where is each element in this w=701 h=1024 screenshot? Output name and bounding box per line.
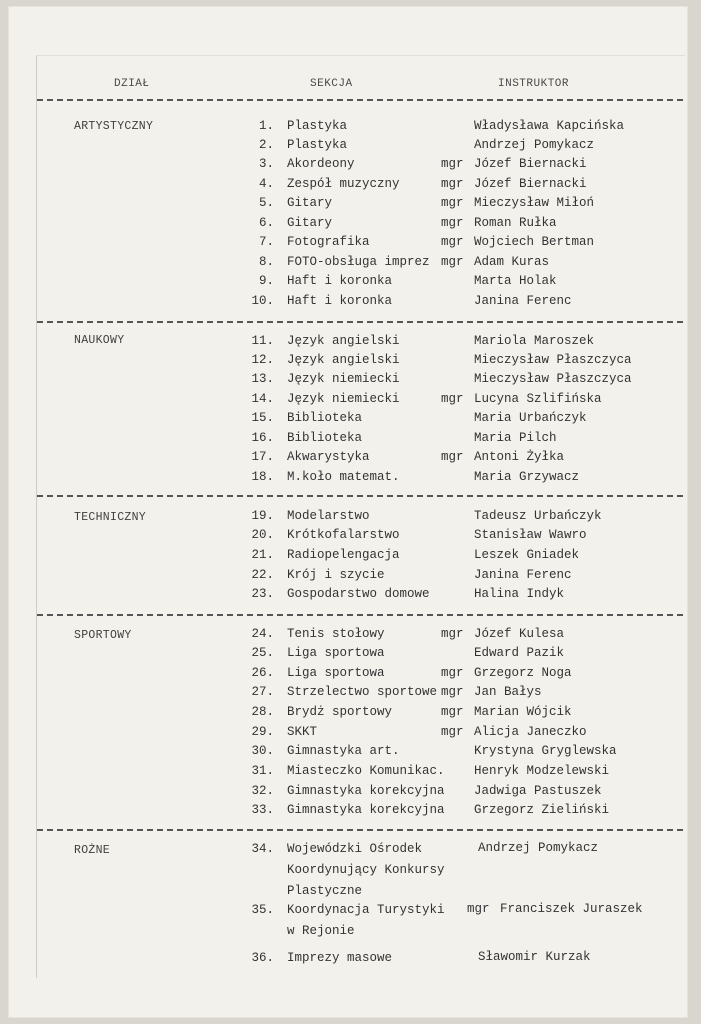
section-name: Gimnastyka korekcyjna — [287, 803, 445, 817]
instructor-name: Mariola Maroszek — [474, 334, 595, 348]
degree-prefix: mgr — [441, 666, 464, 680]
table-row — [0, 334, 701, 352]
row-number: 33. — [251, 803, 274, 817]
row-number: 19. — [251, 509, 274, 523]
section-name: Miasteczko Komunikac. — [287, 764, 445, 778]
instructor-name: Wojciech Bertman — [474, 235, 595, 249]
instructor-name: Józef Biernacki — [474, 157, 587, 171]
section-name: Fotografika — [287, 235, 370, 249]
table-row — [0, 646, 701, 664]
instructor-name: Janina Ferenc — [474, 294, 572, 308]
instructor-name: Krystyna Gryglewska — [474, 744, 617, 758]
instructor-name: Roman Rułka — [474, 216, 557, 230]
instructor-name: Henryk Modzelewski — [474, 764, 610, 778]
table-row — [0, 235, 701, 253]
section-name: Gitary — [287, 216, 333, 230]
section-name: Język angielski — [287, 353, 400, 367]
section-name: Gitary — [287, 196, 333, 210]
row-number: 32. — [251, 784, 274, 798]
table-row — [0, 842, 701, 902]
row-number: 3. — [258, 157, 274, 171]
section-name: Język niemiecki — [287, 372, 400, 386]
section-name: Język angielski — [287, 334, 400, 348]
table-row — [0, 255, 701, 273]
instructor-name: Leszek Gniadek — [474, 548, 580, 562]
row-number: 29. — [251, 725, 274, 739]
table-row — [0, 294, 701, 312]
table-row — [0, 627, 701, 645]
row-number: 22. — [251, 568, 274, 582]
section-name: Krój i szycie — [287, 568, 385, 582]
degree-prefix: mgr — [441, 177, 464, 191]
table-row — [0, 587, 701, 605]
section-name: Gimnastyka art. — [287, 744, 400, 758]
instructor-name: Andrzej Pomykacz — [478, 841, 599, 855]
table-row — [0, 177, 701, 195]
table-row — [0, 803, 701, 821]
degree-prefix: mgr — [441, 705, 464, 719]
instructor-name: Marta Holak — [474, 274, 557, 288]
table-row — [0, 548, 701, 566]
section-name: Haft i koronka — [287, 294, 393, 308]
section-name: Tenis stołowy — [287, 627, 385, 641]
row-number: 30. — [251, 744, 274, 758]
section-name: SKKT — [287, 725, 318, 739]
table-row — [0, 353, 701, 371]
row-number: 23. — [251, 587, 274, 601]
section-name: Gospodarstwo domowe — [287, 587, 430, 601]
table-row — [0, 372, 701, 390]
section-name: Gimnastyka korekcyjna — [287, 784, 445, 798]
degree-prefix: mgr — [441, 627, 464, 641]
divider — [37, 99, 683, 101]
department-label: ROŻNE — [74, 844, 111, 857]
divider — [37, 829, 683, 831]
table-row — [0, 431, 701, 449]
table-row — [0, 509, 701, 527]
instructor-name: Maria Grzywacz — [474, 470, 580, 484]
instructor-name: Alicja Janeczko — [474, 725, 587, 739]
section-name: Zespół muzyczny — [287, 177, 400, 191]
instructor-name: Andrzej Pomykacz — [474, 138, 595, 152]
row-number: 14. — [251, 392, 274, 406]
row-number: 26. — [251, 666, 274, 680]
row-number: 1. — [258, 119, 274, 133]
instructor-name: Halina Indyk — [474, 587, 565, 601]
instructor-name: Jadwiga Pastuszek — [474, 784, 602, 798]
table-row — [0, 274, 701, 292]
table-row — [0, 411, 701, 429]
row-number: 31. — [251, 764, 274, 778]
degree-prefix: mgr — [441, 255, 464, 269]
table-row — [0, 764, 701, 782]
section-name: M.koło matemat. — [287, 470, 400, 484]
table-row — [0, 528, 701, 546]
table-row — [0, 705, 701, 723]
row-number: 21. — [251, 548, 274, 562]
table-row — [0, 725, 701, 743]
section-name-line: Wojewódzki Ośrodek — [287, 842, 423, 856]
row-number: 24. — [251, 627, 274, 641]
table-row — [0, 744, 701, 762]
section-name: Biblioteka — [287, 431, 363, 445]
header-dept: DZIAŁ — [114, 78, 150, 90]
degree-prefix: mgr — [441, 392, 464, 406]
row-number: 18. — [251, 470, 274, 484]
section-name: Plastyka — [287, 138, 348, 152]
table-row — [0, 951, 701, 1011]
divider — [37, 321, 683, 323]
row-number: 28. — [251, 705, 274, 719]
row-number: 15. — [251, 411, 274, 425]
row-number: 5. — [258, 196, 274, 210]
section-name-line: w Rejonie — [287, 924, 355, 938]
header-section: SEKCJA — [310, 78, 353, 90]
row-number: 11. — [251, 334, 274, 348]
table-row — [0, 138, 701, 156]
instructor-name: Jan Bałys — [474, 685, 542, 699]
row-number: 7. — [258, 235, 274, 249]
instructor-name: Józef Biernacki — [474, 177, 587, 191]
section-name-line: Imprezy masowe — [287, 951, 393, 965]
table-row — [0, 196, 701, 214]
row-number: 27. — [251, 685, 274, 699]
section-name-line: Koordynujący Konkursy — [287, 863, 445, 877]
row-number: 10. — [251, 294, 274, 308]
table-row — [0, 685, 701, 703]
degree-prefix: mgr — [441, 196, 464, 210]
department-label: NAUKOWY — [74, 334, 125, 347]
instructor-name: Marian Wójcik — [474, 705, 572, 719]
divider — [37, 614, 683, 616]
row-number: 13. — [251, 372, 274, 386]
section-name: Modelarstwo — [287, 509, 370, 523]
row-number: 17. — [251, 450, 274, 464]
table-row — [0, 568, 701, 586]
instructor-name: Władysława Kapcińska — [474, 119, 625, 133]
row-number: 34. — [251, 842, 274, 856]
instructor-name: Janina Ferenc — [474, 568, 572, 582]
row-number: 20. — [251, 528, 274, 542]
section-name: Strzelectwo sportowe — [287, 685, 438, 699]
degree-prefix: mgr — [441, 216, 464, 230]
row-number: 36. — [251, 951, 274, 965]
table-row — [0, 666, 701, 684]
section-name: Liga sportowa — [287, 646, 385, 660]
instructor-name: Maria Pilch — [474, 431, 557, 445]
instructor-name: Mieczysław Miłoń — [474, 196, 595, 210]
degree-prefix: mgr — [467, 902, 490, 916]
section-name: Język niemiecki — [287, 392, 400, 406]
row-number: 4. — [258, 177, 274, 191]
table-row — [0, 216, 701, 234]
instructor-name: Sławomir Kurzak — [478, 950, 591, 964]
section-name: FOTO-obsługa imprez — [287, 255, 430, 269]
department-label: TECHNICZNY — [74, 511, 147, 524]
header-instructor: INSTRUKTOR — [498, 78, 570, 90]
instructor-name: Stanisław Wawro — [474, 528, 587, 542]
instructor-name: Mieczysław Płaszczyca — [474, 353, 632, 367]
table-row — [0, 450, 701, 468]
section-name: Plastyka — [287, 119, 348, 133]
table-row — [0, 392, 701, 410]
degree-prefix: mgr — [441, 157, 464, 171]
instructor-name: Franciszek Juraszek — [500, 902, 643, 916]
section-name: Akordeony — [287, 157, 355, 171]
section-name: Krótkofalarstwo — [287, 528, 400, 542]
section-name: Akwarystyka — [287, 450, 370, 464]
table-row — [0, 470, 701, 488]
section-name: Brydż sportowy — [287, 705, 393, 719]
department-label: ARTYSTYCZNY — [74, 120, 154, 133]
instructor-name: Grzegorz Zieliński — [474, 803, 610, 817]
instructor-name: Maria Urbańczyk — [474, 411, 587, 425]
row-number: 35. — [251, 903, 274, 917]
instructor-name: Mieczysław Płaszczyca — [474, 372, 632, 386]
degree-prefix: mgr — [441, 725, 464, 739]
row-number: 8. — [258, 255, 274, 269]
instructor-name: Edward Pazik — [474, 646, 565, 660]
row-number: 9. — [258, 274, 274, 288]
degree-prefix: mgr — [441, 235, 464, 249]
section-name: Biblioteka — [287, 411, 363, 425]
section-name: Haft i koronka — [287, 274, 393, 288]
instructor-name: Józef Kulesa — [474, 627, 565, 641]
section-name-line: Plastyczne — [287, 884, 363, 898]
table-row — [0, 157, 701, 175]
instructor-name: Antoni Żyłka — [474, 450, 565, 464]
divider — [37, 495, 683, 497]
row-number: 6. — [258, 216, 274, 230]
row-number: 2. — [258, 138, 274, 152]
instructor-name: Adam Kuras — [474, 255, 550, 269]
degree-prefix: mgr — [441, 685, 464, 699]
table-row — [0, 784, 701, 802]
row-number: 12. — [251, 353, 274, 367]
section-name-line: Koordynacja Turystyki — [287, 903, 445, 917]
degree-prefix: mgr — [441, 450, 464, 464]
section-name: Radiopelengacja — [287, 548, 400, 562]
row-number: 25. — [251, 646, 274, 660]
instructor-name: Grzegorz Noga — [474, 666, 572, 680]
section-name: Liga sportowa — [287, 666, 385, 680]
row-number: 16. — [251, 431, 274, 445]
department-label: SPORTOWY — [74, 629, 132, 642]
instructor-name: Tadeusz Urbańczyk — [474, 509, 602, 523]
instructor-name: Lucyna Szlifińska — [474, 392, 602, 406]
table-row — [0, 119, 701, 137]
